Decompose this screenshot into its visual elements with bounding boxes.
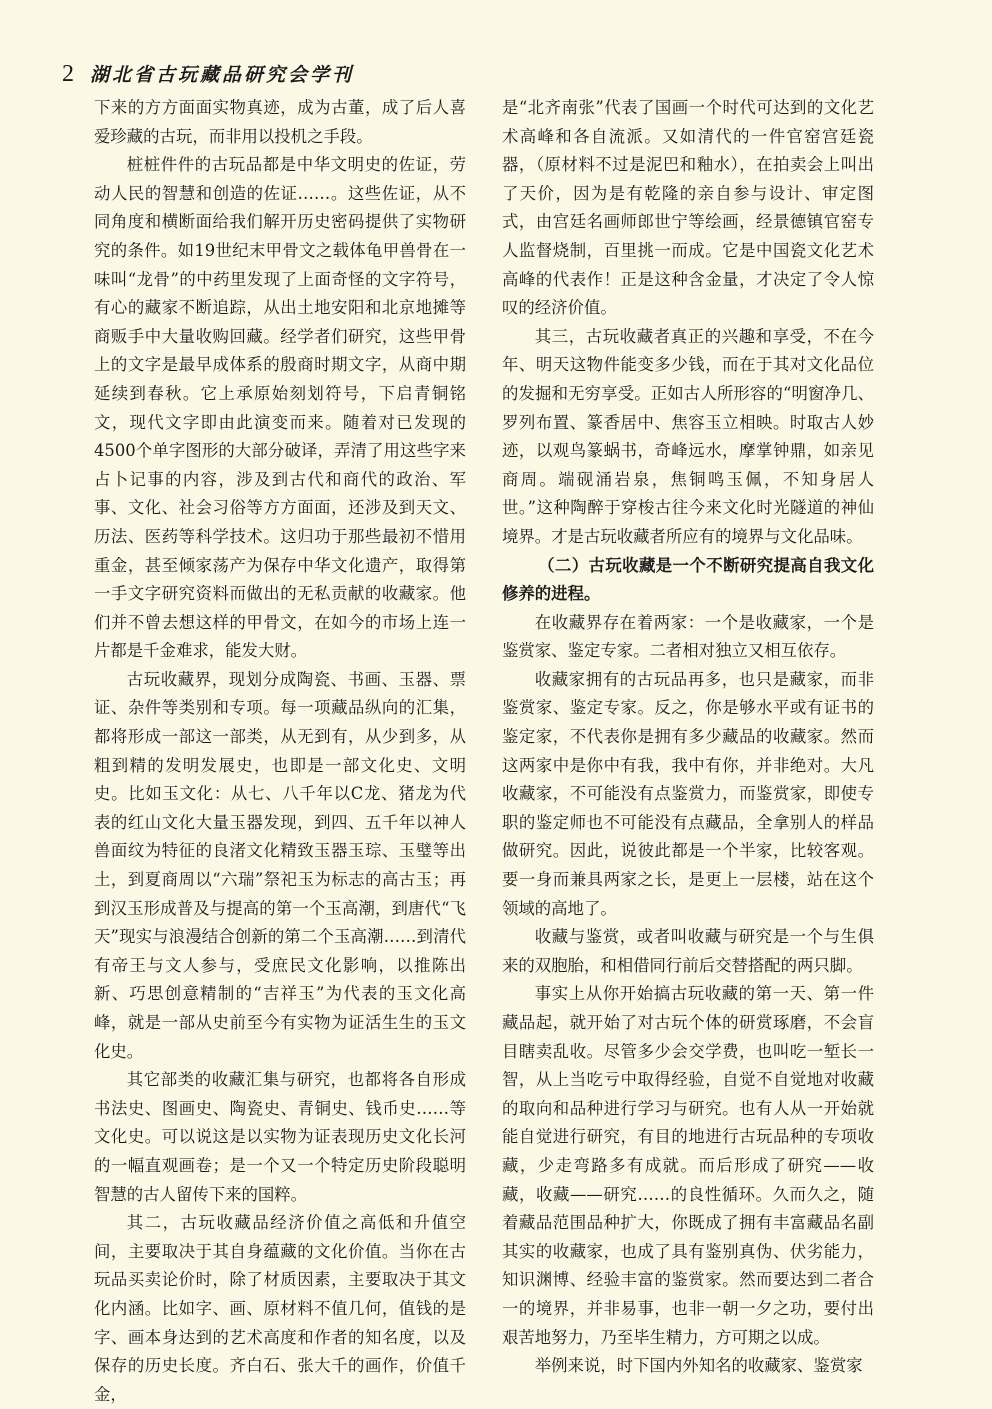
journal-title: 湖北省古玩藏品研究会学刊 — [90, 64, 355, 86]
paragraph: 其二，古玩收藏品经济价值之高低和升值空间，主要取决于其自身蕴藏的文化价值。当你在古玩品买卖论价时，除了材质因素，主要取决于其文化内涵。比如字、画、原材料不值几何，值钱的是字、画本身达到的艺术高度和作者的知名度，以及保存的历史长度。齐白石、张大千的画作，价值千金， — [94, 1213, 466, 1404]
paragraph: 收藏家拥有的古玩品再多，也只是藏家，而非鉴赏家、鉴定专家。反之，你是够水平或有证书的鉴定家，不代表你是拥有多少藏品的收藏家。然而这两家中是你中有我，我中有你，并非绝对。大凡收藏家，不可能没有点鉴赏力，而鉴赏家，即使专职的鉴定师也不可能没有点藏品，全拿别人的样品做研究。因此，说彼此都是一个半家，比较客观。要一身而兼具两家之长，是更上一层楼，站在这个领域的高地了。 — [502, 669, 874, 918]
paragraph: 举例来说，时下国内外知名的收藏家、鉴赏家 — [534, 1356, 863, 1376]
paragraph: 收藏与鉴赏，或者叫收藏与研究是一个与生俱来的双胞胎，和相借同行前后交替搭配的两只脚。 — [502, 927, 874, 975]
right-column — [502, 94, 874, 1381]
paragraph: 其它部类的收藏汇集与研究，也都将各自形成书法史、图画史、陶瓷史、青铜史、钱币史……等文化史。可以说这是以实物为证表现历史文化长河的一幅直观画卷；是一个又一个特定历史阶段聪明智慧的古人留传下来的国粹。 — [94, 1070, 466, 1204]
paragraph: 在收藏界存在着两家：一个是收藏家，一个是鉴赏家、鉴定专家。二者相对独立又相互依存。 — [502, 612, 874, 661]
left-column — [94, 94, 466, 1409]
paragraph: 事实上从你开始搞古玩收藏的第一天、第一件藏品起，就开始了对古玩个体的研赏琢磨，不会盲目瞎卖乱收。尽管多少会交学费，也叫吃一堑长一智，从上当吃亏中取得经验，自觉不自觉地对收藏的取向和品种进行学习与研究。也有人从一开始就能自觉进行研究，有目的地进行古玩品种的专项收藏，少走弯路多有成就。而后形成了研究——收藏，收藏——研究……的良性循环。久而久之，随着藏品范围品种扩大，你既成了拥有丰富藏品名副其实的收藏家，也成了具有鉴别真伪、伏劣能力，知识渊博、经验丰富的鉴赏家。然而要达到二者合一的境界，并非易事，也非一朝一夕之功，要付出艰苦地努力，乃至毕生精力，方可期之以成。 — [502, 984, 874, 1347]
page-number: 2 — [62, 61, 74, 87]
paragraph: 是“北齐南张”代表了国画一个时代可达到的文化艺术高峰和各自流派。又如清代的一件官窑宫廷瓷器，（原材料不过是泥巴和釉水），在拍卖会上叫出了天价，因为是有乾隆的亲自参与设计、审定图式，由宫廷名画师郎世宁等绘画，经景德镇官窑专人监督烧制，百里挑一而成。它是中国瓷文化艺术高峰的代表作！正是这种含金量，才决定了令人惊叹的经济价值。 — [502, 98, 874, 318]
page-header — [62, 60, 354, 88]
paragraph: 古玩收藏界，现划分成陶瓷、书画、玉器、票证、杂件等类别和专项。每一项藏品纵向的汇集，都将形成一部这一部类，从无到有，从少到多，从粗到精的发明发展史，也即是一部文化史、文明史。比如玉文化：从七、八千年以C龙、猪龙为代表的红山文化大量玉器发现，到四、五千年以神人兽面纹为特征的良渚文化精致玉器玉琮、玉璧等出土，到夏商周以“六瑞”祭祀玉为标志的高古玉；再到汉玉形成普及与提高的第一个玉高潮，到唐代“飞天”现实与浪漫结合创新的第二个玉高潮……到清代有帝王与文人参与，受庶民文化影响，以推陈出新、巧思创意精制的“吉祥玉”为代表的玉文化高峰，就是一部从史前至今有实物为证活生生的玉文化史。 — [94, 669, 466, 1061]
paragraph: 桩桩件件的古玩品都是中华文明史的佐证，劳动人民的智慧和创造的佐证……。这些佐证，从不同角度和横断面给我们解开历史密码提供了实物研究的条件。如19世纪末甲骨文之载体龟甲兽骨在一味叫“龙骨”的中药里发现了上面奇怪的文字符号，有心的藏家不断追踪，从出土地安阳和北京地摊等商贩手中大量收购回藏。经学者们研究，这些甲骨上的文字是最早成体系的殷商时期文字，从商中期延续到春秋。它上承原始刻划符号，下启青铜铭文，现代文字即由此演变而来。随着对已发现的4500个单字图形的大部分破译，弄清了用这些字来占卜记事的内容，涉及到古代和商代的政治、军事、文化、社会习俗等方方面面，还涉及到天文、历法、医药等科学技术。这归功于那些最初不惜用重金，甚至倾家荡产为保存中华文化遗产，取得第一手文字研究资料而做出的无私贡献的收藏家。他们并不曾去想这样的甲骨文，在如今的市场上连一片都是千金难求，能发大财。 — [94, 155, 466, 661]
section-heading: （二）古玩收藏是一个不断研究提高自我文化修养的进程。 — [502, 555, 874, 604]
paragraph: 下来的方方面面实物真迹，成为古董，成了后人喜爱珍藏的古玩，而非用以投机之手段。 — [94, 98, 466, 146]
paragraph: 其三，古玩收藏者真正的兴趣和享受，不在今年、明天这物件能变多少钱，而在于其对文化品位的发掘和无穷享受。正如古人所形容的“明窗净几、罗列布置、篆香居中、焦容玉立相映。时取古人妙迹，以观鸟篆蜗书，奇峰远水，摩掌钟鼎，如亲见商周。端砚涌岩泉，焦铜鸣玉佩，不知身居人世。”这种陶醉于穿梭古往今来文化时光隧道的神仙境界。才是古玩收藏者所应有的境界与文化品味。 — [502, 326, 874, 546]
